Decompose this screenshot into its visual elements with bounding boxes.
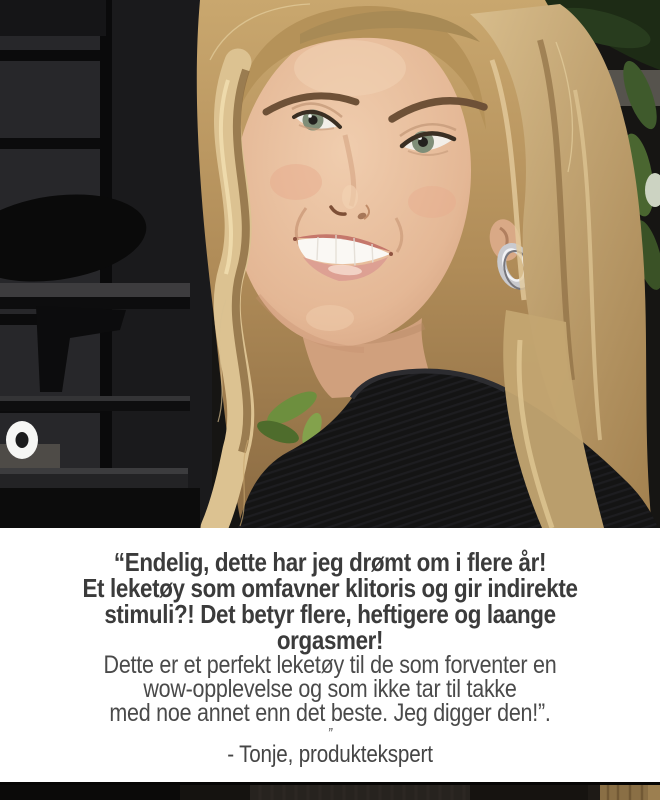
quote-line-bold: “Endelig, dette har jeg drømt om i flere år! [113,547,547,577]
shelf [0,283,190,299]
closing-quote-mark: ” [327,725,333,742]
quote-line-bold: stimuli?! Det betyr flere, heftigere og laange [104,599,556,629]
quote-line-regular: Dette er et perfekt leketøy til de som forventer en [103,651,557,679]
quote-line-regular: med noe annet enn det beste. Jeg digger den!”. [109,699,551,727]
cheek-blush [270,164,322,200]
woman-portrait [197,0,658,528]
quote-line-regular: wow-opplevelse og som ikke tar til takke [143,675,517,703]
quote-line-bold: orgasmer! [276,625,384,655]
quote-line-bold: Et leketøy som omfavner klitoris og gir indirekte [82,573,578,603]
shelf [0,474,188,488]
bottom-photo-strip [0,782,660,800]
testimonial-quote-section [0,528,660,782]
attribution-line: - Tonje, produktekspert [227,741,433,768]
quote-text-block [46,549,614,769]
